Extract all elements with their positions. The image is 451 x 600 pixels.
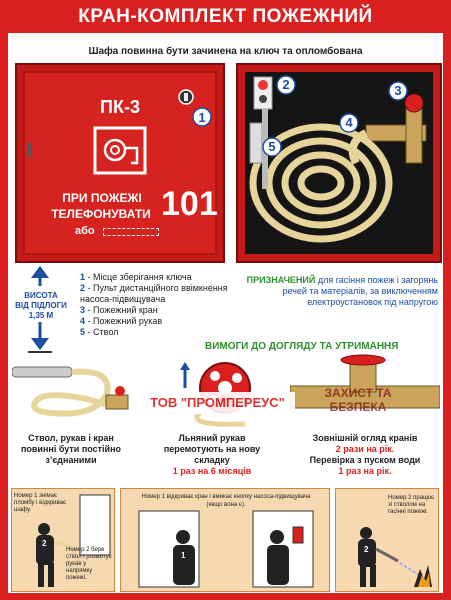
legend-item: 2 - Пульт дистанційного ввімкнення насоса-підвищувача [80,283,228,304]
step-3-num: 2 [364,545,369,554]
legend-item: 3 - Пожежний кран [80,305,158,315]
legend-item: 5 - Ствол [80,327,119,337]
step-1b-text: Номер 2 бере ствол і розмотує рукав у напрямку пожежі. [66,547,112,581]
marker-4: 4 [345,115,353,130]
req2-text: Льняний рукав перемотують на нову складку 1 раз на 6 місяців [163,433,261,476]
cabinet-text-line2: ТЕЛЕФОНУВАТИ [51,207,151,221]
cabinet-closed [15,63,225,263]
purpose-text: ПРИЗНАЧЕНИЙ для гасіння пожеж і загорянь речей та матеріалів, за виключенням електроустановок під напругою [246,275,438,307]
cabinet-label: ПК-3 [100,97,140,117]
step-panel-1 [11,488,115,592]
req1-text: Ствол, рукав і кран повинні бути постійно з’єднаними [20,433,122,465]
height-line3: 1,35 М [28,311,54,320]
marker-2: 2 [282,77,290,92]
legend-item: 4 - Пожежний рукав [80,316,163,326]
watermark-left: ТОВ "ПРОМПЕРЕУС" [140,392,295,414]
req3-text: Зовнішній огляд кранів 2 рази на рік. Перевірка з пуском води 1 раз на рік. [309,433,421,476]
cabinet-phone: 101 [161,185,218,223]
marker-1: 1 [198,110,206,125]
height-line2: ВІД ПІДЛОГИ [15,301,67,310]
page-title: КРАН-КОМПЛЕКТ ПОЖЕЖНИЙ [78,6,373,27]
marker-3: 3 [394,83,402,98]
watermark-right: ЗАХИСТ ТА БЕЗПЕКА [324,386,392,414]
legend-item: 1 - Місце зберігання ключа [80,272,192,282]
step-1-num: 2 [42,539,47,548]
marker-5: 5 [268,139,276,154]
step-3-text: Номер 2 працює зі стволом на гасінні пожежі. [388,495,435,515]
phone-slots [103,228,159,236]
hose-connected-illustration [12,355,142,430]
step-panel-2 [120,488,330,592]
step-panel-3 [335,488,439,592]
step-1a-text: Номер 1 знімає пломбу і відкриває шафу. [14,493,67,513]
cabinet-open-graphic [236,63,442,263]
step-2-text: Номер 1 відкриває кран і вмикає кнопку насоса-підвищувача (якщо вона є). [141,494,311,508]
legend [80,272,230,338]
cabinet-text-line1: ПРИ ПОЖЕЖІ [62,191,142,205]
subtitle: Шафа повинна бути зачинена на ключ та опломбована [88,46,363,57]
height-line1: ВИСОТА [24,291,58,300]
step-2-num: 1 [181,551,186,560]
requirements-title: ВИМОГИ ДО ДОГЛЯДУ ТА УТРИМАННЯ [205,341,399,352]
cabinet-or: або [75,225,95,237]
cabinet-open [236,63,442,263]
